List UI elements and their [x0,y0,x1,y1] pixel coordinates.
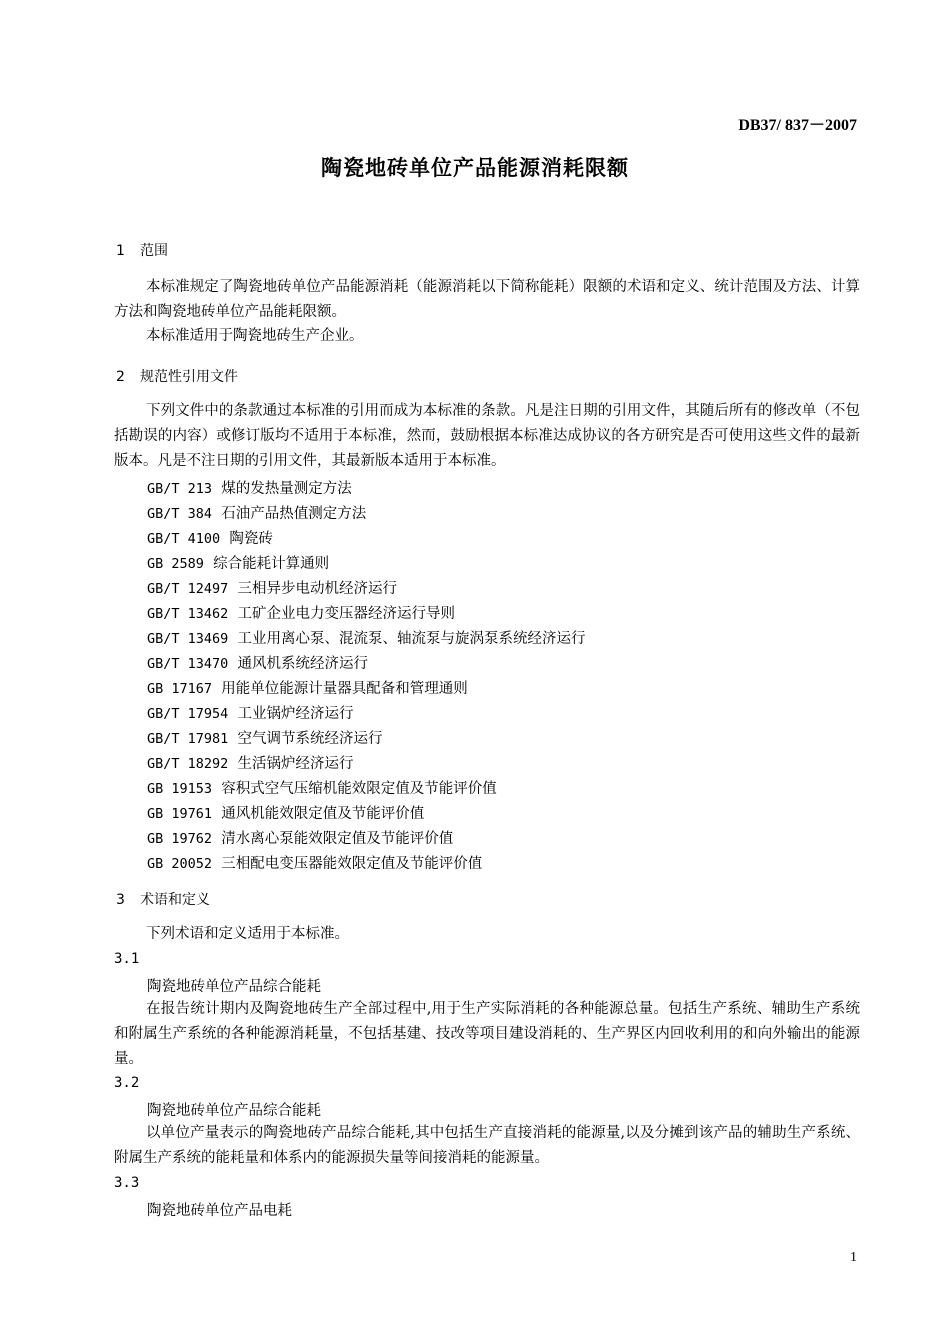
reference-title: 生活锅炉经济运行 [237,756,354,772]
section-1-heading [116,240,168,260]
reference-title: 通风机系统经济运行 [237,656,368,672]
reference-item [147,652,368,673]
reference-item [147,727,383,748]
term-definition: 在报告统计期内及陶瓷地砖生产全部过程中,用于生产实际消耗的各种能源总量。包括生产系统、辅助生产系统和附属生产系统的各种能源消耗量，不包括基建、技改等项目建设消耗的、生产界区内回收利用的和向外输出的能源量。 [114,1001,860,1067]
reference-item [147,552,329,573]
reference-code: GB/T 13469 [147,631,229,647]
reference-code: GB 17167 [147,681,213,697]
reference-title: 用能单位能源计量器具配备和管理通则 [221,681,468,697]
term-definition: 以单位产量表示的陶瓷地砖产品综合能耗,其中包括生产直接消耗的能源量,以及分摊到该产品的辅助生产系统、附属生产系统的能耗量和体系内的能源损失量等间接消耗的能源量。 [114,1125,860,1166]
reference-title: 陶瓷砖 [229,531,273,547]
term-title: 陶瓷地砖单位产品综合能耗 [147,1103,321,1119]
reference-code: GB/T 13470 [147,656,229,672]
reference-item [147,502,366,523]
section-3-heading [116,889,210,909]
reference-title: 石油产品热值测定方法 [221,506,367,522]
reference-item [147,702,354,723]
reference-item [147,627,586,648]
reference-code: GB/T 17981 [147,731,229,747]
reference-title: 三相异步电动机经济运行 [237,581,397,597]
reference-code: GB/T 12497 [147,581,229,597]
reference-title: 工业锅炉经济运行 [237,706,354,722]
reference-code: GB/T 17954 [147,706,229,722]
section-title: 范围 [140,243,168,259]
reference-code: GB 19762 [147,831,213,847]
term-title: 陶瓷地砖单位产品电耗 [147,1203,292,1219]
reference-code: GB 19761 [147,806,213,822]
reference-title: 三相配电变压器能效限定值及节能评价值 [221,856,483,872]
document-title: 陶瓷地砖单位产品能源消耗限额 [321,156,629,180]
reference-title: 清水离心泵能效限定值及节能评价值 [221,831,454,847]
section-title: 规范性引用文件 [140,369,238,385]
reference-item [147,777,497,798]
clause-number: 3.3 [114,1175,140,1191]
reference-title: 综合能耗计算通则 [213,556,330,572]
clause-number: 3.2 [114,1075,140,1091]
page-number: 1 [850,1250,857,1265]
clause-number: 3.1 [114,951,140,967]
section-title: 术语和定义 [140,892,210,908]
term-title: 陶瓷地砖单位产品综合能耗 [147,979,321,995]
reference-code: GB 2589 [147,556,204,572]
reference-item [147,852,482,873]
reference-item [147,677,468,698]
reference-title: 空气调节系统经济运行 [237,731,383,747]
reference-title: 容积式空气压缩机能效限定值及节能评价值 [221,781,497,797]
section-number: 3 [116,892,125,908]
reference-code: GB/T 384 [147,506,213,522]
paragraph: 本标准适用于陶瓷地砖生产企业。 [146,328,364,344]
reference-item [147,577,397,598]
section-number: 1 [116,243,125,259]
reference-item [147,527,273,548]
reference-code: GB 20052 [147,856,213,872]
reference-title: 工矿企业电力变压器经济运行导则 [237,606,455,622]
section-2-heading [116,366,238,386]
reference-code: GB/T 4100 [147,531,221,547]
section-number: 2 [116,369,125,385]
reference-item [147,477,352,498]
reference-code: GB/T 13462 [147,606,229,622]
document-code: DB37/ 837－2007 [738,117,857,134]
paragraph: 下列文件中的条款通过本标准的引用而成为本标准的条款。凡是注日期的引用文件，其随后所有的修改单（不包括勘误的内容）或修订版均不适用于本标准，然而，鼓励根据本标准达成协议的各方研究是否可使用这些文件的最新版本。凡是不注日期的引用文件，其最新版本适用于本标准。 [114,403,860,469]
paragraph: 本标准规定了陶瓷地砖单位产品能源消耗（能源消耗以下简称能耗）限额的术语和定义、统计范围及方法、计算方法和陶瓷地砖单位产品能耗限额。 [114,279,860,320]
reference-item [147,602,455,623]
reference-item [147,802,424,823]
paragraph: 下列术语和定义适用于本标准。 [146,926,349,942]
reference-title: 工业用离心泵、混流泵、轴流泵与旋涡泵系统经济运行 [237,631,586,647]
reference-code: GB/T 213 [147,481,213,497]
reference-item [147,752,354,773]
reference-code: GB/T 18292 [147,756,229,772]
reference-code: GB 19153 [147,781,213,797]
reference-item [147,827,453,848]
reference-title: 通风机能效限定值及节能评价值 [221,806,425,822]
reference-title: 煤的发热量测定方法 [221,481,352,497]
